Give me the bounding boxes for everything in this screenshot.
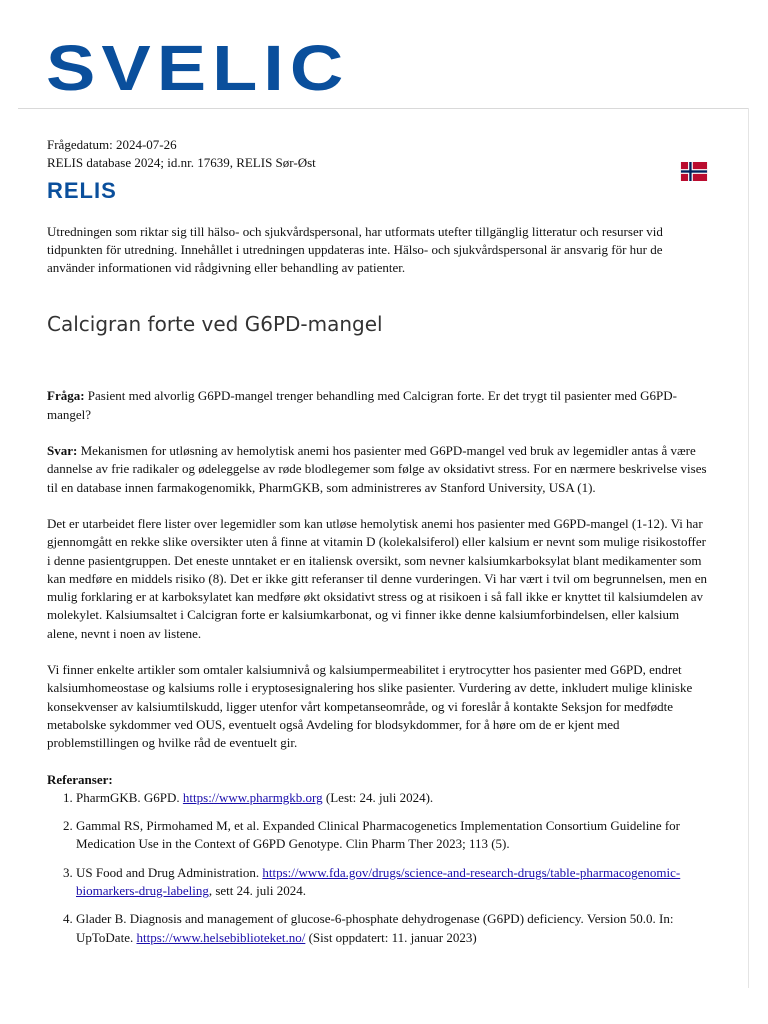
document-title: Calcigran forte ved G6PD-mangel xyxy=(47,312,383,337)
reference-item: 1. PharmGKB. G6PD. https://www.pharmgkb.org (Lest: 24. juli 2024). xyxy=(76,789,711,807)
document-body xyxy=(47,136,711,957)
question-text: Pasient med alvorlig G6PD-mangel trenger behandling med Calcigran forte. Er det trygt til pasienter med G6PD-mangel? xyxy=(47,388,677,422)
svelic-logo[interactable]: SVELIC xyxy=(46,32,350,104)
answer-label: Svar: xyxy=(47,443,78,459)
reference-item: 2. Gammal RS, Pirmohamed M, et al. Expanded Clinical Pharmacogenetics Implementation Consortium Guideline for Medication Use in the Context of G6PD Genotype. Clin Pharm Ther 2023; 113 (5). xyxy=(76,817,711,854)
question-date: Frågedatum: 2024-07-26 xyxy=(47,137,177,152)
content-border xyxy=(748,108,749,988)
site-header xyxy=(18,22,749,109)
body-paragraph: Vi finner enkelte artikler som omtaler kalsiumnivå og kalsiumpermeabilitet i erytrocytter hos pasienter med G6PD, endret kalsiumhomeostase og kalsiums rolle i eryptosesignalering hos slike pasienter. Vurdering av dette, inkludert mulige kliniske konsekvenser av kalsiumtilskudd, ligger utenfor vårt kompetanseområde, og vi foreslår å kontakte Seksjon for medfødte metabolske sykdommer ved OUS, eventuelt også Avdeling for blodsykdommer, for å høre om de er kjent med problemstillingen og hvilke råd de eventuelt gir. xyxy=(47,662,693,751)
question-paragraph xyxy=(47,387,711,424)
references-list xyxy=(47,789,711,947)
reference-item: 4. Glader B. Diagnosis and management of glucose-6-phosphate dehydrogenase (G6PD) deficiency. Version 50.0. In: UpToDate. https://www.helsebiblioteket.no/ (Sist oppdatert: 11. januar 2023) xyxy=(76,910,711,947)
norway-flag-icon[interactable] xyxy=(680,162,708,181)
database-reference: RELIS database 2024; id.nr. 17639, RELIS Sør-Øst xyxy=(47,155,316,171)
reference-link[interactable]: https://www.pharmgkb.org xyxy=(182,789,323,805)
reference-item: 3. US Food and Drug Administration. https://www.fda.gov/drugs/science-and-research-drugs/table-pharmacogenomic-biomarkers-drug-labeling, sett 24. juli 2024. xyxy=(76,864,711,901)
reference-link[interactable]: https://www.helsebiblioteket.no/ xyxy=(136,929,306,945)
answer-paragraph xyxy=(47,442,711,497)
answer-text: Mekanismen for utløsning av hemolytisk anemi hos pasienter med G6PD-mangel ved bruk av legemidler antas å være dannelse av frie radikaler og ødeleggelse av røde blodlegemer som følge av oksidativt stress. For en nærmere beskrivelse vises til en database innen farmakogenomikk, PharmGKB, som administreres av Stanford University, USA (1). xyxy=(47,443,707,495)
relis-logo: RELIS xyxy=(47,177,117,203)
body-paragraph: Det er utarbeidet flere lister over legemidler som kan utløse hemolytisk anemi hos pasienter med G6PD-mangel (1-12). Vi har gjennomgått en rekke slike oversikter uten å finne at vitamin D (kolekalsiferol) eller kalsium er nevnt som mulige risikostoffer i denne pasientgruppen. Det eneste unntaket er en italiensk oversikt, som nevner kalsiumkarboksylat blant medikamenter som kan medføre en middels risiko (8). Det er ikke gitt referanser til denne vurderingen. Vi har vært i tvil om begrunnelsen, men en mulig forklaring er at karboksylatet kan medføre økt oksidativt stress og at risikoen i så fall ikke er knyttet til kalsiumdelen av molekylet. Kalsiumsaltet i Calcigran forte er kalsiumkarbonat, og vi finner ikke denne kalsiumforbindelsen, eller kalsium alene, nevnt i noen av listene. xyxy=(47,515,707,641)
reference-link[interactable]: https://www.fda.gov/drugs/science-and-research-drugs/table-pharmacogenomic-biomarkers-drug-labeling xyxy=(76,864,681,899)
question-label: Fråga: xyxy=(47,388,85,404)
disclaimer-text: Utredningen som riktar sig till hälso- och sjukvårdspersonal, har utformats utefter tillgänglig litteratur och resurser vid tidpunkten för utredning. Innehållet i utredningen uppdateras inte. Hälso- och sjukvårdspersonal är ansvarig för hur de använder informationen vid rådgivning eller behandling av patienter. xyxy=(47,223,663,276)
references-heading: Referanser: xyxy=(47,771,113,787)
